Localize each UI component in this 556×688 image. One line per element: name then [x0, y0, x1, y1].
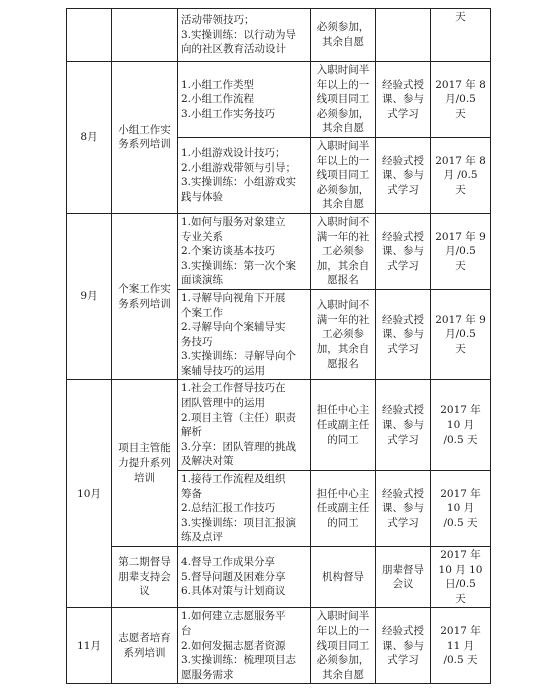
content-cell: 1.如何与服务对象建立 专业关系 2.个案访谈基本技巧 3.实操训练：第一次个案 面谈演练: [178, 213, 311, 289]
method-cell: 经验式授 课、参与 式学习: [376, 289, 431, 380]
time-cell: 天: [431, 9, 491, 62]
table-row: [67, 380, 491, 471]
requirement-cell: 入职时间半 年以上的一 线项目同工 必须参加， 其余自愿: [311, 137, 376, 213]
month-cell: 11月: [67, 608, 112, 684]
requirement-cell: 必须参加， 其余自愿: [311, 9, 376, 62]
month-cell: 9月: [67, 213, 112, 380]
requirement-cell: 入职时间半 年以上的一 线项目同工 必须参加， 其余自愿: [311, 62, 376, 138]
method-cell: [376, 9, 431, 62]
time-cell: 2017 年 10 月 /0.5 天: [431, 380, 491, 471]
time-cell: 2017 年 9 月/0.5 天: [431, 289, 491, 380]
time-cell: 2017 年 10 月 /0.5 天: [431, 471, 491, 547]
requirement-cell: 担任中心主 任或副主任 的同工: [311, 471, 376, 547]
content-cell: 1.小组游戏设计技巧； 2.小组游戏带领与引导； 3.实操训练：小组游戏实 践与体验: [178, 137, 311, 213]
time-cell: 2017 年 11 月 /0.5 天: [431, 608, 491, 684]
month-cell: 10月: [67, 380, 112, 608]
month-cell: 8月: [67, 62, 112, 214]
content-cell: 活动带领技巧； 3.实操训练：以行动为导 向的社区教育活动设计: [178, 9, 311, 62]
course-title-cell: 第二期督导 朋辈支持会 议: [112, 547, 178, 608]
requirement-cell: 入职时间半 年以上的一 线项目同工 必须参加， 其余自愿: [311, 608, 376, 684]
course-title-cell: 项目主管能 力提升系列 培训: [112, 380, 178, 547]
table-row: [67, 547, 491, 608]
requirement-cell: 入职时间不 满一年的社 工必须参 加，其余自 愿报名: [311, 213, 376, 289]
method-cell: 经验式授 课、参与 式学习: [376, 608, 431, 684]
content-cell: 1.如何建立志愿服务平 台 2.如何发掘志愿者资源 3.实操训练：梳理项目志 愿服务需求: [178, 608, 311, 684]
course-title-cell: 小组工作实 务系列培训: [112, 62, 178, 214]
time-cell: 2017 年 10 月 10 日/0.5 天: [431, 547, 491, 608]
method-cell: 经验式授 课、参与 式学习: [376, 471, 431, 547]
content-cell: 1.接待工作流程及组织 筹备 2.总结汇报工作技巧 3.实操训练：项目汇报演 练及点评: [178, 471, 311, 547]
table-row: [67, 213, 491, 289]
table-row: [67, 62, 491, 138]
requirement-cell: 机构督导: [311, 547, 376, 608]
method-cell: 朋辈督导 会议: [376, 547, 431, 608]
training-schedule-table: [66, 8, 491, 684]
course-title-cell: 个案工作实 务系列培训: [112, 213, 178, 380]
course-title-cell: 志愿者培育 系列培训: [112, 608, 178, 684]
table-row: [67, 608, 491, 684]
content-cell: 4.督导工作成果分享 5.督导问题及困难分享 6.具体对策与计划商议: [178, 547, 311, 608]
requirement-cell: 担任中心主 任或副主任 的同工: [311, 380, 376, 471]
time-cell: 2017 年 9 月/0.5 天: [431, 213, 491, 289]
month-cell: [67, 9, 112, 62]
table-row: [67, 9, 491, 62]
method-cell: 经验式授 课、参与 式学习: [376, 213, 431, 289]
time-cell: 2017 年 8 月 /0.5 天: [431, 137, 491, 213]
method-cell: 经验式授 课、参与 式学习: [376, 62, 431, 138]
method-cell: 经验式授 课、参与 式学习: [376, 137, 431, 213]
method-cell: 经验式授 课、参与 式学习: [376, 380, 431, 471]
requirement-cell: 入职时间不 满一年的社 工必须参 加，其余自 愿报名: [311, 289, 376, 380]
time-cell: 2017 年 8 月/0.5 天: [431, 62, 491, 138]
content-cell: 1.社会工作督导技巧在 团队管理中的运用 2.项目主管（主任）职责 解析 3.分享：团队管理的挑战 及解决对策: [178, 380, 311, 471]
content-cell: 1.小组工作类型 2.小组工作流程 3.小组工作实务技巧: [178, 62, 311, 138]
content-cell: 1.寻解导向视角下开展 个案工作 2.寻解导向个案辅导实 务技巧 3.实操训练：寻解导向个 案辅导技巧的运用: [178, 289, 311, 380]
course-title-cell: [112, 9, 178, 62]
